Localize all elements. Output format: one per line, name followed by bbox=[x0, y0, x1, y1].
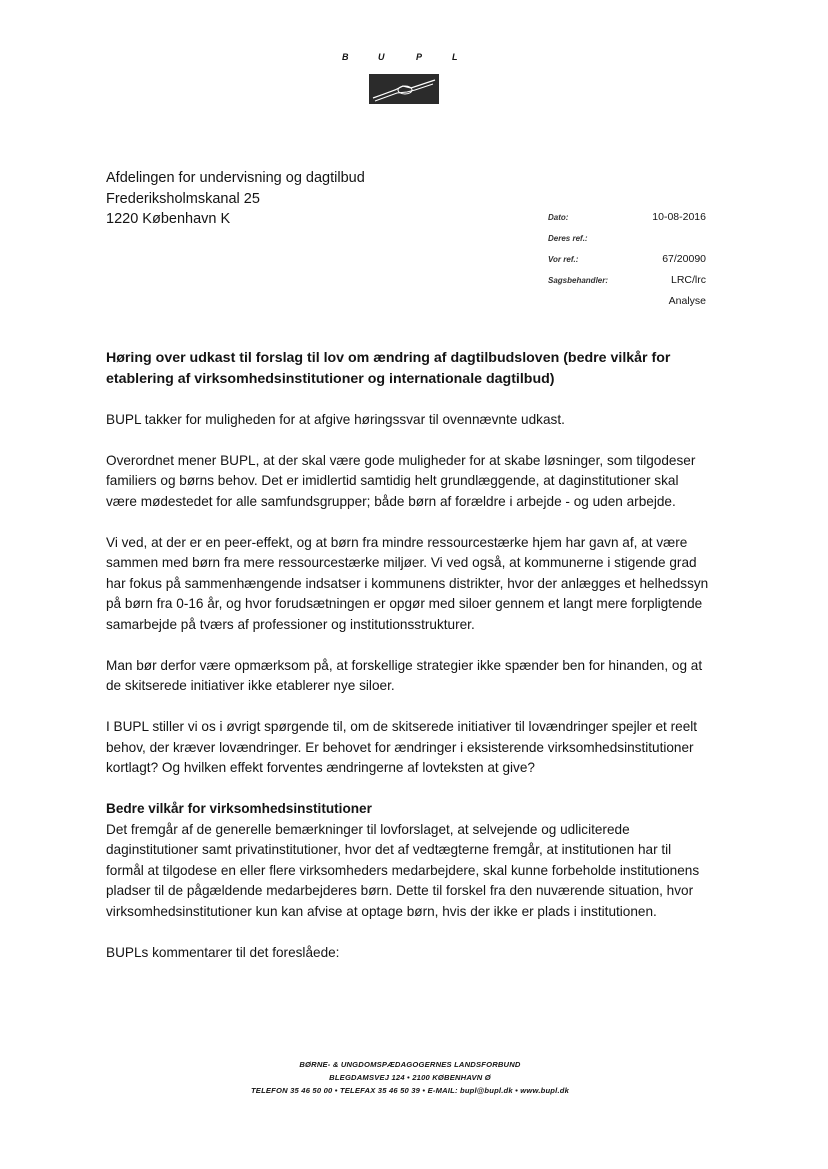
paragraph-6: Det fremgår af de generelle bemærkninger til lovforslaget, at selvejende og udliciterede daginstitutioner samt privatinstitutioner, hvor det af vedtægterne fremgår, at institutionen har til formål at tilgodese en eller flere virksomheders medarbejdere, skal kunne forbeholde institutionens pladser til de pågældende medarbejderes børn. Dette til forskel fra den nuværende situation, hvor virksomhedsinstitutioner kun kan afvise at optage børn, hvis der ikke er plads i institutionen. bbox=[106, 821, 700, 919]
recipient-name: Afdelingen for undervisning og dagtilbud bbox=[106, 170, 365, 186]
meta-row-date bbox=[548, 211, 708, 232]
letter-footer bbox=[150, 1058, 670, 1097]
case-officer-value: LRC/lrc bbox=[670, 274, 706, 286]
meta-row-case-officer bbox=[548, 274, 708, 295]
bupl-logo bbox=[340, 52, 462, 106]
letter-title: Høring over udkast til forslag til lov om ændring af dagtilbudsloven (bedre vilkår for etablering af virksomhedsinstitutioner og internationale dagtilbud) bbox=[106, 350, 671, 387]
paragraph-5: I BUPL stiller vi os i øvrigt spørgende til, om de skitserede initiativer til lovændringer spejler et reelt behov, der kræver lovændringer. Er behovet for ændringer i eksisterende virksomhedsinstitutioner kortlagt? Og hvilken effekt forventes ændringerne af lovteksten at give? bbox=[106, 719, 698, 775]
logo-letter-b: B bbox=[342, 52, 349, 62]
meta-row-department bbox=[548, 295, 708, 316]
paragraph-4: Man bør derfor være opmærksom på, at forskellige strategier ikke spænder ben for hinanden, og at de skitserede initiativer ikke etablerer nye siloer. bbox=[106, 657, 703, 693]
logo-handshake-icon bbox=[369, 74, 439, 104]
meta-row-their-ref bbox=[548, 232, 708, 253]
section-heading: Bedre vilkår for virksomhedsinstitutioner bbox=[106, 801, 372, 816]
paragraph-2: Overordnet mener BUPL, at der skal være gode muligheder for at skabe løsninger, som tilgodeser familiers og børns behov. Det er imidlertid samtidig helt grundlæggende, at daginstitutioner skal være mødestedet for alle samfundsgrupper; både børn af forældre i arbejde - og uden arbejde. bbox=[106, 452, 696, 509]
department-value: Analyse bbox=[668, 295, 706, 307]
letter-body bbox=[106, 348, 710, 984]
meta-row-our-ref bbox=[548, 253, 708, 274]
logo-letters bbox=[340, 52, 462, 66]
paragraph-1: BUPL takker for muligheden for at afgive høringssvar til ovennævnte udkast. bbox=[106, 411, 565, 427]
their-ref-label: Deres ref.: bbox=[548, 234, 588, 243]
our-ref-label: Vor ref.: bbox=[548, 255, 579, 264]
footer-org-name: BØRNE- & UNGDOMSPÆDAGOGERNES LANDSFORBUND bbox=[299, 1060, 521, 1069]
our-ref-value: 67/20090 bbox=[662, 253, 706, 265]
paragraph-7: BUPLs kommentarer til det foreslåede: bbox=[106, 944, 340, 960]
recipient-address bbox=[106, 168, 365, 230]
footer-contact: TELEFON 35 46 50 00 • TELEFAX 35 46 50 39 • E-MAIL: bupl@bupl.dk • www.bupl.dk bbox=[250, 1086, 570, 1095]
date-label: Dato: bbox=[548, 213, 569, 222]
paragraph-3: Vi ved, at der er en peer-effekt, og at børn fra mindre ressourcestærke hjem har gavn af, at være sammen med børn fra mere ressourcestærke miljøer. Vi ved også, at kommunerne i stigende grad har fokus på sammenhængende indsatser i kommunens distrikter, hvor der anlægges et helhedssyn på børn fra 0-16 år, og hvor forudsætningen er opgør med siloer gennem et langt mere forpligtende samarbejde på tværs af professioner og institutionsstrukturer. bbox=[106, 534, 709, 632]
logo-letter-l: L bbox=[452, 52, 458, 62]
logo-letter-p: P bbox=[416, 52, 423, 62]
date-value: 10-08-2016 bbox=[652, 211, 706, 223]
logo-letter-u: U bbox=[378, 52, 385, 62]
letter-meta bbox=[548, 211, 708, 316]
case-officer-label: Sagsbehandler: bbox=[548, 276, 609, 285]
recipient-street: Frederiksholmskanal 25 bbox=[106, 190, 260, 207]
recipient-city: 1220 København K bbox=[106, 211, 231, 227]
footer-address: BLEGDAMSVEJ 124 • 2100 KØBENHAVN Ø bbox=[329, 1073, 491, 1082]
